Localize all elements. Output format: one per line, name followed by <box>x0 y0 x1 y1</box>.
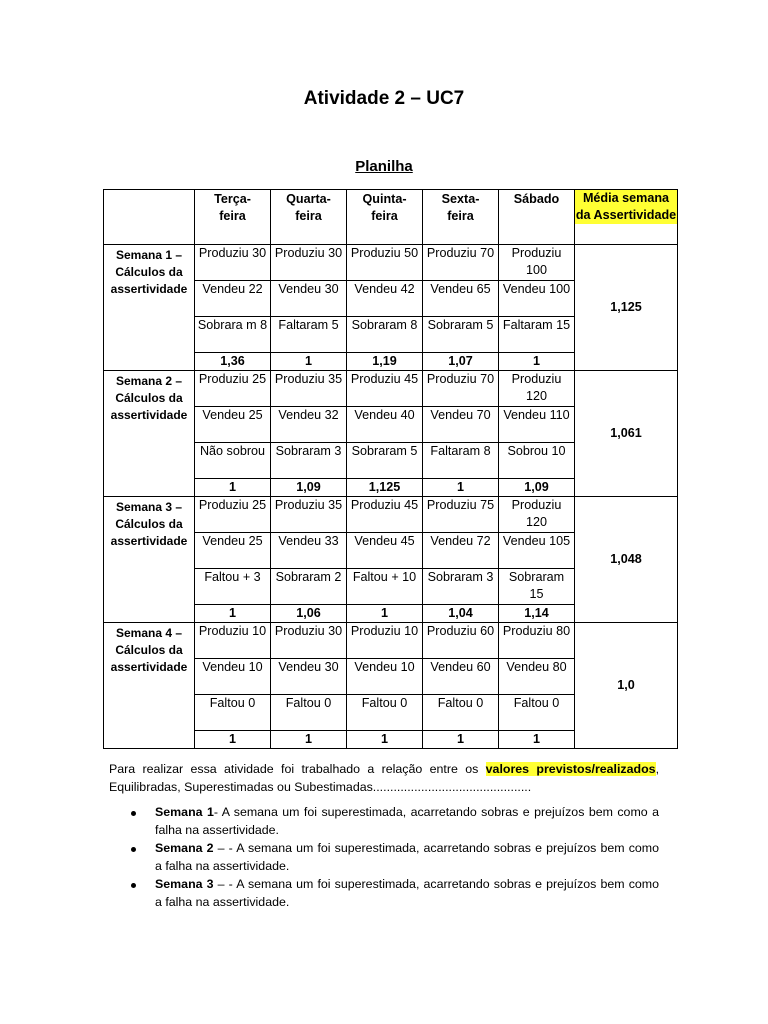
bullet-week-label: Semana 1 <box>155 805 214 819</box>
assertividade-value: 1,07 <box>423 353 499 371</box>
saldo-cell: Faltaram 5 <box>271 317 347 353</box>
week-1-produziu-row <box>104 245 678 281</box>
assertividade-value: 1,04 <box>423 605 499 623</box>
explanation-paragraph <box>109 760 659 796</box>
bullet-week-label: Semana 2 <box>155 841 214 855</box>
produziu-cell: Produziu 25 <box>195 371 271 407</box>
saldo-cell: Faltaram 15 <box>499 317 575 353</box>
assertividade-value: 1,125 <box>347 479 423 497</box>
week-2-produziu-row <box>104 371 678 407</box>
assertividade-value: 1 <box>499 731 575 749</box>
assertividade-value: 1 <box>499 353 575 371</box>
vendeu-cell: Vendeu 25 <box>195 533 271 569</box>
produziu-cell: Produziu 50 <box>347 245 423 281</box>
assertividade-value: 1 <box>271 731 347 749</box>
paragraph-before: Para realizar essa atividade foi trabalhado a relação entre os <box>109 762 486 776</box>
assertividade-value: 1 <box>271 353 347 371</box>
bullet-text: - A semana um foi superestimada, acarretando sobras e prejuízos bem como a falha na assertividade. <box>155 805 659 837</box>
saldo-cell: Faltou 0 <box>347 695 423 731</box>
assertividade-value: 1 <box>347 605 423 623</box>
vendeu-cell: Vendeu 65 <box>423 281 499 317</box>
assertividade-value: 1 <box>195 605 271 623</box>
saldo-cell: Faltou + 3 <box>195 569 271 605</box>
saldo-cell: Sobraram 8 <box>347 317 423 353</box>
vendeu-cell: Vendeu 32 <box>271 407 347 443</box>
vendeu-cell: Vendeu 10 <box>347 659 423 695</box>
document-subtitle: Planilha <box>355 158 413 175</box>
assertividade-value: 1 <box>347 731 423 749</box>
header-terca: Terça- feira <box>195 190 271 245</box>
empty-corner-cell <box>104 190 195 245</box>
saldo-cell: Faltou 0 <box>195 695 271 731</box>
produziu-cell: Produziu 120 <box>499 371 575 407</box>
week-average: 1,048 <box>575 497 678 623</box>
produziu-cell: Produziu 120 <box>499 497 575 533</box>
week-average: 1,0 <box>575 623 678 749</box>
header-row <box>104 190 678 245</box>
saldo-cell: Sobrou 10 <box>499 443 575 479</box>
produziu-cell: Produziu 60 <box>423 623 499 659</box>
saldo-cell: Sobraram 5 <box>347 443 423 479</box>
produziu-cell: Produziu 45 <box>347 497 423 533</box>
saldo-cell: Sobraram 15 <box>499 569 575 605</box>
assertividade-value: 1,09 <box>499 479 575 497</box>
produziu-cell: Produziu 10 <box>195 623 271 659</box>
saldo-cell: Faltou 0 <box>423 695 499 731</box>
vendeu-cell: Vendeu 70 <box>423 407 499 443</box>
vendeu-cell: Vendeu 45 <box>347 533 423 569</box>
bullet-dot-icon <box>131 847 136 852</box>
saldo-cell: Sobraram 2 <box>271 569 347 605</box>
week-analysis-list <box>109 804 659 912</box>
bullet-item <box>109 804 659 839</box>
assertividade-value: 1 <box>423 731 499 749</box>
produziu-cell: Produziu 70 <box>423 245 499 281</box>
bullet-dot-icon <box>131 883 136 888</box>
saldo-cell: Sobraram 3 <box>271 443 347 479</box>
produziu-cell: Produziu 100 <box>499 245 575 281</box>
bullet-week-label: Semana 3 <box>155 877 214 891</box>
vendeu-cell: Vendeu 40 <box>347 407 423 443</box>
produziu-cell: Produziu 30 <box>195 245 271 281</box>
week-label: Semana 2 – Cálculos da assertividade <box>104 371 195 497</box>
produziu-cell: Produziu 25 <box>195 497 271 533</box>
produziu-cell: Produziu 10 <box>347 623 423 659</box>
vendeu-cell: Vendeu 105 <box>499 533 575 569</box>
week-average: 1,061 <box>575 371 678 497</box>
vendeu-cell: Vendeu 100 <box>499 281 575 317</box>
vendeu-cell: Vendeu 80 <box>499 659 575 695</box>
header-quinta: Quinta- feira <box>347 190 423 245</box>
header-media: Média semana da Assertividade <box>575 190 678 245</box>
saldo-cell: Não sobrou <box>195 443 271 479</box>
vendeu-cell: Vendeu 30 <box>271 659 347 695</box>
bullet-item <box>109 840 659 875</box>
vendeu-cell: Vendeu 10 <box>195 659 271 695</box>
assertividade-value: 1,09 <box>271 479 347 497</box>
vendeu-cell: Vendeu 30 <box>271 281 347 317</box>
assertividade-value: 1,14 <box>499 605 575 623</box>
bullet-text: – - A semana um foi superestimada, acarretando sobras e prejuízos bem como a falha na assertividade. <box>155 877 660 909</box>
produziu-cell: Produziu 35 <box>271 497 347 533</box>
vendeu-cell: Vendeu 33 <box>271 533 347 569</box>
vendeu-cell: Vendeu 110 <box>499 407 575 443</box>
bullet-text: – - A semana um foi superestimada, acarretando sobras e prejuízos bem como a falha na assertividade. <box>155 841 660 873</box>
header-sabado: Sábado <box>499 190 575 245</box>
paragraph-highlight: valores previstos/realizados <box>485 762 656 776</box>
assertividade-table <box>103 189 678 749</box>
week-label: Semana 3 – Cálculos da assertividade <box>104 497 195 623</box>
week-3-produziu-row <box>104 497 678 533</box>
produziu-cell: Produziu 75 <box>423 497 499 533</box>
bullet-dot-icon <box>131 811 136 816</box>
week-average: 1,125 <box>575 245 678 371</box>
produziu-cell: Produziu 30 <box>271 623 347 659</box>
vendeu-cell: Vendeu 25 <box>195 407 271 443</box>
week-label: Semana 1 – Cálculos da assertividade <box>104 245 195 371</box>
assertividade-value: 1,19 <box>347 353 423 371</box>
saldo-cell: Sobraram 5 <box>423 317 499 353</box>
week-label: Semana 4 – Cálculos da assertividade <box>104 623 195 749</box>
saldo-cell: Faltou 0 <box>499 695 575 731</box>
saldo-cell: Faltaram 8 <box>423 443 499 479</box>
produziu-cell: Produziu 30 <box>271 245 347 281</box>
vendeu-cell: Vendeu 60 <box>423 659 499 695</box>
assertividade-value: 1,06 <box>271 605 347 623</box>
vendeu-cell: Vendeu 22 <box>195 281 271 317</box>
assertividade-value: 1 <box>195 479 271 497</box>
paragraph-after: , Equilibradas, Superestimadas ou Subestimadas.............................................. <box>109 762 660 794</box>
produziu-cell: Produziu 80 <box>499 623 575 659</box>
assertividade-value: 1 <box>423 479 499 497</box>
saldo-cell: Sobrara m 8 <box>195 317 271 353</box>
header-sexta: Sexta- feira <box>423 190 499 245</box>
produziu-cell: Produziu 70 <box>423 371 499 407</box>
week-4-produziu-row <box>104 623 678 659</box>
document-title: Atividade 2 – UC7 <box>303 88 465 109</box>
saldo-cell: Faltou + 10 <box>347 569 423 605</box>
header-quarta: Quarta- feira <box>271 190 347 245</box>
assertividade-value: 1 <box>195 731 271 749</box>
vendeu-cell: Vendeu 72 <box>423 533 499 569</box>
saldo-cell: Sobraram 3 <box>423 569 499 605</box>
saldo-cell: Faltou 0 <box>271 695 347 731</box>
bullet-item <box>109 876 659 911</box>
assertividade-value: 1,36 <box>195 353 271 371</box>
produziu-cell: Produziu 45 <box>347 371 423 407</box>
produziu-cell: Produziu 35 <box>271 371 347 407</box>
vendeu-cell: Vendeu 42 <box>347 281 423 317</box>
